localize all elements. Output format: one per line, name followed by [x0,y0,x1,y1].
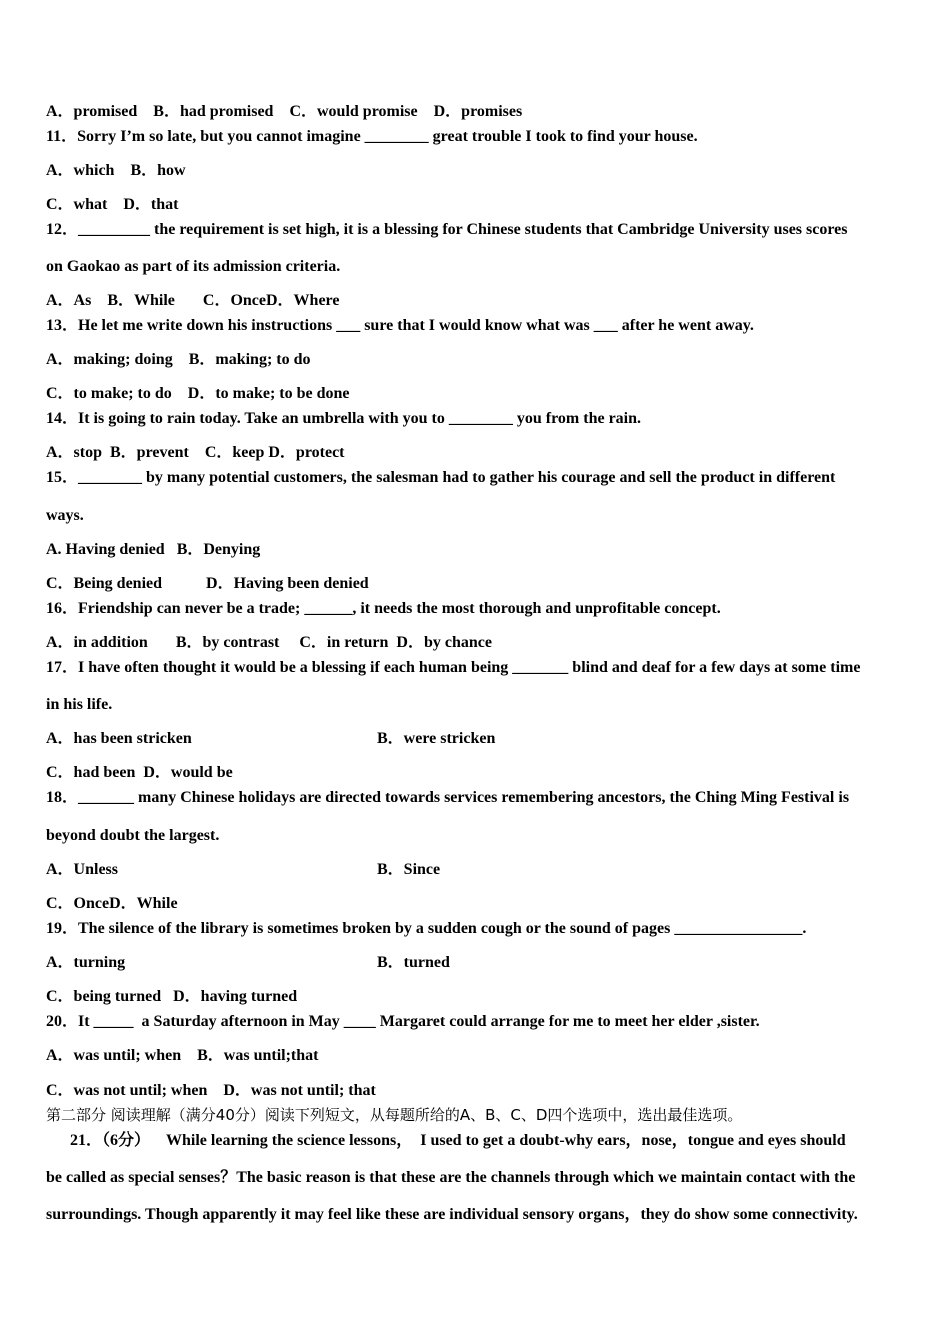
q15-stem: 15．________ by many potential customers, the salesman had to gather his courage and sell the product in different [46,469,836,486]
q11-stem: 11．Sorry I’m so late, but you cannot imagine ________ great trouble I took to find your house. [46,128,698,145]
q13-options-cd: C．to make; to do D．to make; to be done [46,385,350,402]
q13-stem: 13．He let me write down his instructions ___ sure that I would know what was ___ after he went away. [46,317,754,334]
q12-stem-continued: on Gaokao as part of its admission criteria. [46,258,341,275]
q18-stem: 18．_______ many Chinese holidays are directed towards services remembering ancestors, the Ching Ming Festival is [46,789,850,806]
q21-passage-line-1: 21．（6分） While learning the science lessons， I used to get a doubt-why ears，nose，tongue and eyes should [46,1132,846,1149]
q17-option-b: B．were stricken [377,730,496,747]
q14-stem: 14．It is going to rain today. Take an umbrella with you to ________ you from the rain. [46,410,642,427]
q19-stem: 19．The silence of the library is sometimes broken by a sudden cough or the sound of pages ________________. [46,920,807,937]
section-heading: 第二部分 阅读理解（满分40分）阅读下列短文，从每题所给的A、B、C、D四个选项中，选出最佳选项。 [46,1106,743,1124]
q12-stem: 12．_________ the requirement is set high, it is a blessing for Chinese students that Cambridge University uses scores [46,221,848,238]
q11-options-cd: C．what D．that [46,196,179,213]
q15-options-cd: C．Being denied D．Having been denied [46,575,369,592]
q13-options-ab: A．making; doing B．making; to do [46,351,311,368]
q19-option-b: B．turned [377,954,450,971]
q10-options: A．promised B．had promised C．would promise D．promises [46,103,523,120]
q18-option-b: B．Since [377,861,441,878]
q15-options-ab: A. Having denied B．Denying [46,541,261,558]
q20-options-ab: A．was until; when B．was until;that [46,1047,319,1064]
q16-options: A．in addition B．by contrast C．in return D．by chance [46,634,492,651]
q17-option-a: A．has been stricken [46,730,192,747]
q14-options: A．stop B．prevent C．keep D．protect [46,444,345,461]
q17-stem: 17．I have often thought it would be a blessing if each human being _______ blind and deaf for a few days at some time [46,659,861,676]
q21-passage-line-3: surroundings. Though apparently it may feel like these are individual sensory organs，they do show some connectivity. [46,1206,858,1223]
q20-stem: 20．It _____ a Saturday afternoon in May ____ Margaret could arrange for me to meet her elder ,sister. [46,1013,760,1030]
q18-options-cd: C．OnceD．While [46,895,178,912]
q20-options-cd: C．was not until; when D．was not until; that [46,1082,376,1099]
q18-stem-continued: beyond doubt the largest. [46,827,220,844]
q17-stem-continued: in his life. [46,696,113,713]
q21-passage-line-2: be called as special senses？The basic reason is that these are the channels through which we maintain contact with the [46,1169,856,1186]
q19-options-cd: C．being turned D．having turned [46,988,298,1005]
q15-stem-continued: ways. [46,507,84,524]
q11-options-ab: A．which B．how [46,162,186,179]
q16-stem: 16．Friendship can never be a trade; ______, it needs the most thorough and unprofitable concept. [46,600,721,617]
q18-option-a: A．Unless [46,861,119,878]
q12-options: A．As B．While C．OnceD．Where [46,292,340,309]
q19-option-a: A．turning [46,954,126,971]
q17-options-cd: C．had been D．would be [46,764,233,781]
